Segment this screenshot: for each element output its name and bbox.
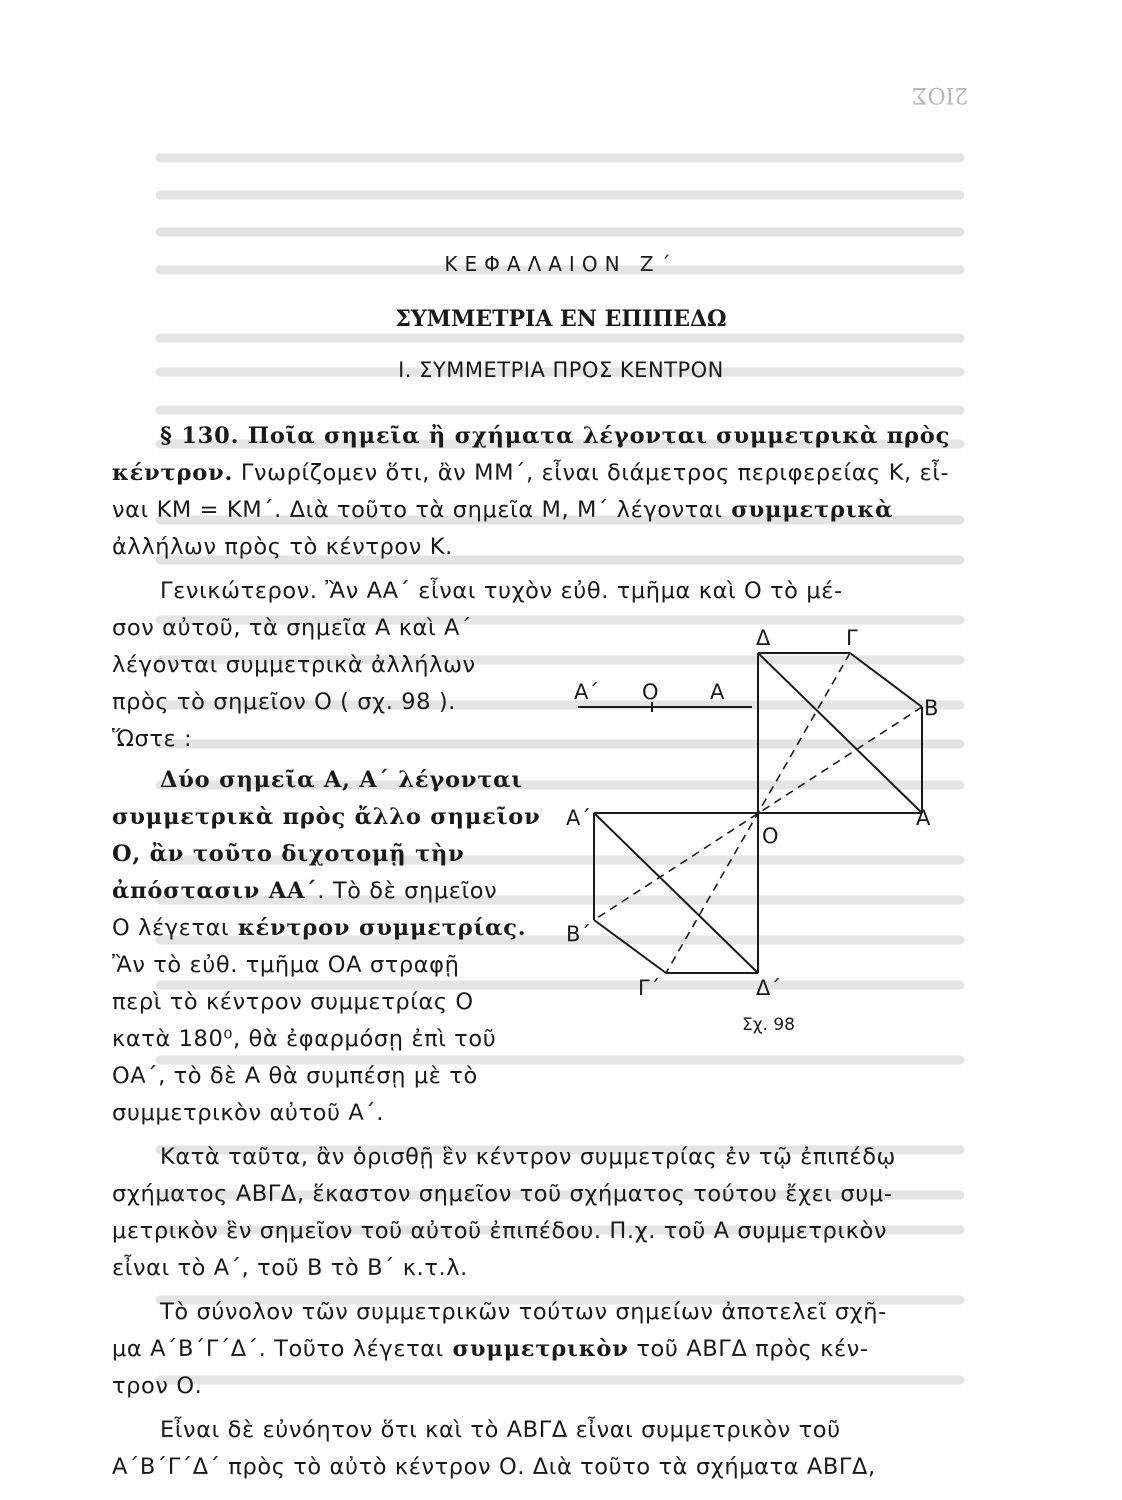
text-span: μα Α΄Β΄Γ΄Δ΄. Τοῦτο λέγεται <box>112 1336 444 1362</box>
figure-98 <box>560 615 960 1045</box>
label-a: Α <box>916 806 931 830</box>
figure-caption: Σχ. 98 <box>742 1015 796 1035</box>
bold-term: ἀπόστασιν ΑΑ΄ <box>112 878 318 904</box>
text-line: περὶ τὸ κέντρον συμμετρίας Ο <box>112 989 474 1015</box>
text-line: Ἂν τὸ εὐθ. τμῆμα ΟΑ στραφῇ <box>112 952 460 978</box>
label-gamma: Γ <box>846 626 858 650</box>
paragraph-heading: § 130. Ποῖα σημεῖα ἢ σχήματα λέγονται συμμετρικὰ πρὸς <box>160 423 951 449</box>
text-line: σον αὐτοῦ, τὰ σημεῖα Α καὶ Α΄ <box>112 615 472 641</box>
label-delta-prime: Δ΄ <box>756 976 781 1000</box>
text-line: ΟΑ΄, τὸ δὲ Α θὰ συμπέσῃ μὲ τὸ <box>112 1063 478 1089</box>
label-gamma-prime: Γ΄ <box>638 976 661 1000</box>
definition-line: Δύο σημεῖα Α, Α΄ λέγονται <box>160 767 523 793</box>
bold-term: συμμετρικὸν <box>443 1336 629 1362</box>
text-line: Α΄Β΄Γ΄Δ΄ πρὸς τὸ αὐτὸ κέντρον Ο. Διὰ τοῦτο τὰ σχήματα ΑΒΓΔ, <box>112 1454 876 1480</box>
text-line: ἀλλήλων πρὸς τὸ κέντρον Κ. <box>112 534 453 560</box>
text-line <box>112 873 497 909</box>
text-line: πρὸς τὸ σημεῖον Ο ( σχ. 98 ). <box>112 689 456 715</box>
text-line: συμμετρικὸν αὐτοῦ Α΄. <box>112 1100 384 1126</box>
text-line: σχήματος ΑΒΓΔ, ἕκαστον σημεῖον τοῦ σχήματος τούτου ἔχει συμ- <box>112 1181 893 1207</box>
text-line: Εἶναι δὲ εὐνόητον ὅτι καὶ τὸ ΑΒΓΔ εἶναι συμμετρικὸν τοῦ <box>160 1417 841 1443</box>
text-line: Τὸ σύνολον τῶν συμμετρικῶν τούτων σημείων ἀποτελεῖ σχῆ- <box>160 1299 887 1325</box>
chapter-title: ΣΥΜΜΕΤΡΙΑ ΕΝ ΕΠΙΠΕΔΩ <box>395 306 727 332</box>
side-b-prime-gamma-prime <box>594 920 666 973</box>
side-delta-a-diagonal <box>758 653 922 813</box>
text-line: Γενικώτερον. Ἂν ΑΑ΄ εἶναι τυχὸν εὐθ. τμῆμα καὶ Ο τὸ μέ- <box>160 578 843 604</box>
text-span: ναι ΚΜ = ΚΜ΄. Διὰ τοῦτο τὰ σημεῖα Μ, Μ΄ λέγονται <box>112 497 723 523</box>
definition-line: συμμετρικὰ πρὸς ἄλλο σημεῖον <box>112 804 541 830</box>
text-line: μετρικὸν ἓν σημεῖον τοῦ αὐτοῦ ἐπιπέδου. Π.χ. τοῦ Α συμμετρικὸν <box>112 1218 888 1244</box>
text-line <box>112 910 526 946</box>
bold-term: κέντρον συμμετρίας. <box>229 915 527 941</box>
text-line: εἶναι τὸ Α΄, τοῦ Β τὸ Β΄ κ.τ.λ. <box>112 1255 468 1281</box>
text-line: λέγονται συμμετρικὰ ἀλλήλων <box>112 652 476 678</box>
bold-term: συμμετρικὰ <box>722 497 894 523</box>
text-span: τοῦ ΑΒΓΔ πρὸς κέν- <box>628 1336 869 1362</box>
text-span: . Τὸ δὲ σημεῖον <box>317 878 498 904</box>
definition-line: Ο, ἂν τοῦτο διχοτομῇ τὴν <box>112 841 465 867</box>
bold-term: κέντρον. <box>112 460 234 486</box>
label-a-prime: Α΄ <box>566 806 591 830</box>
text-line <box>112 1331 869 1367</box>
text-span: Γνωρίζομεν ὅτι, ἂν ΜΜ΄, εἶναι διάμετρος περιφερείας Κ, εἶ- <box>233 460 950 486</box>
side-a-prime-delta-prime-diagonal <box>594 813 758 973</box>
text-line: Ὥστε : <box>112 726 193 752</box>
text-line <box>112 455 950 491</box>
text-line <box>112 492 893 528</box>
text-line: Κατὰ ταῦτα, ἂν ὁρισθῇ ἓν κέντρον συμμετρίας ἐν τῷ ἐπιπέδῳ <box>160 1144 896 1170</box>
side-gamma-b <box>850 653 922 707</box>
segment-label-o: Ο <box>642 680 659 704</box>
text-line: τρον Ο. <box>112 1373 203 1399</box>
text-span: Ο λέγεται <box>112 915 230 941</box>
section-title: Ι. ΣΥΜΜΕΤΡΙΑ ΠΡΟΣ ΚΕΝΤΡΟΝ <box>398 358 724 382</box>
page-number-mirror: 2ΙΟΣ <box>912 82 969 107</box>
label-b-prime: Β΄ <box>566 922 591 946</box>
label-delta: Δ <box>756 626 771 650</box>
label-o: Ο <box>762 824 779 848</box>
segment-label-a-prime: Α΄ <box>574 680 599 704</box>
label-b: Β <box>924 696 939 720</box>
chapter-label: ΚΕΦΑΛΑΙΟΝ Ζ΄ <box>444 252 678 276</box>
segment-label-a: Α <box>710 680 725 704</box>
text-line: κατὰ 180⁰, θὰ ἐφαρμόσῃ ἐπὶ τοῦ <box>112 1026 497 1052</box>
